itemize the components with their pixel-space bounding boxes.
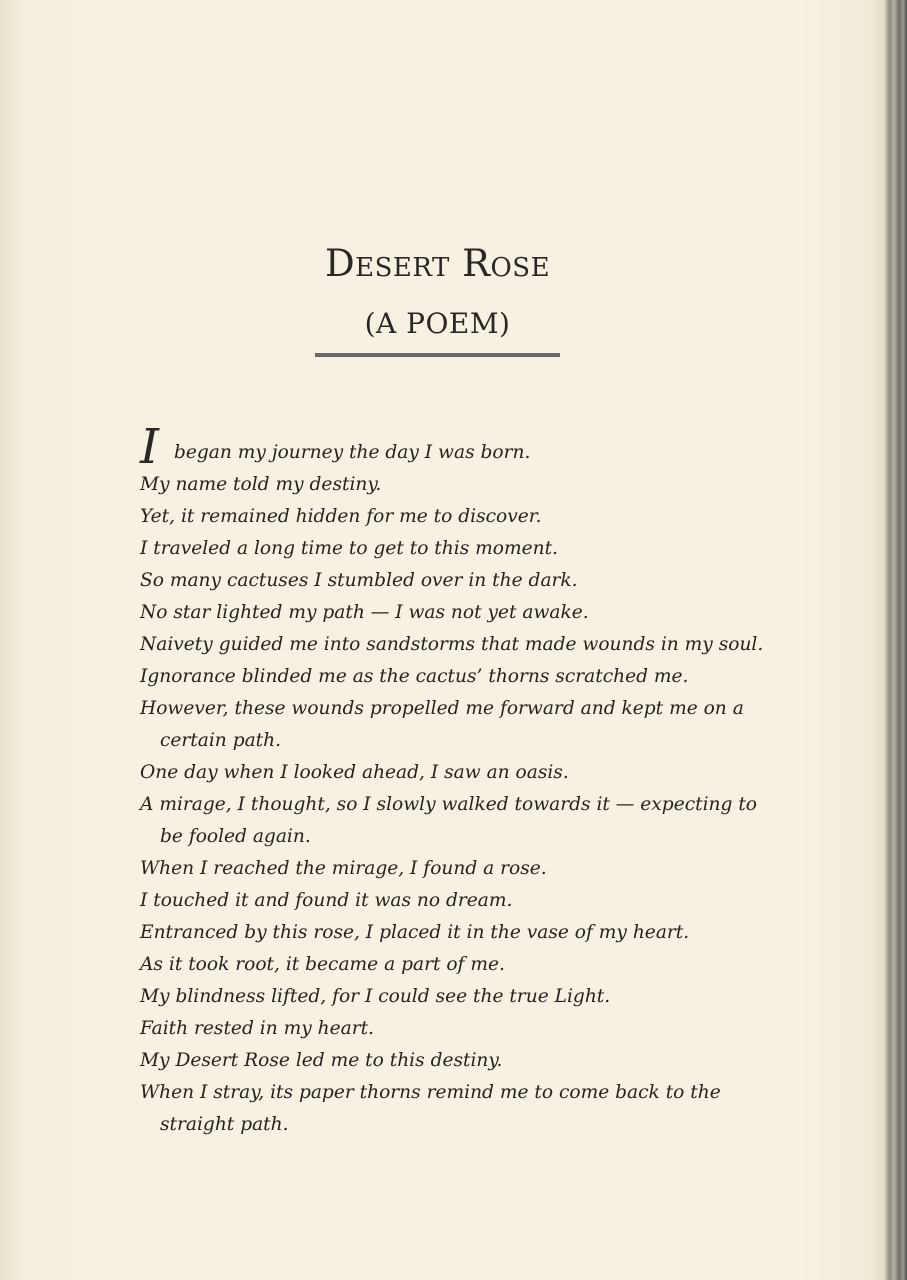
poem-line: Faith rested in my heart. xyxy=(140,1018,374,1039)
poem-line: be fooled again. xyxy=(160,826,311,847)
poem-line: As it took root, it became a part of me. xyxy=(140,954,505,975)
poem-line: I touched it and found it was no dream. xyxy=(140,890,513,911)
poem-line: My name told my destiny. xyxy=(140,474,382,495)
drop-cap: I xyxy=(140,419,159,475)
poem-line: straight path. xyxy=(160,1114,289,1135)
book-page-edge xyxy=(885,0,907,1280)
poem-line: Naivety guided me into sandstorms that made wounds in my soul. xyxy=(140,634,764,655)
poem-line: My Desert Rose led me to this destiny. xyxy=(140,1050,503,1071)
poem-line: No star lighted my path — I was not yet awake. xyxy=(140,602,589,623)
title-block xyxy=(300,238,575,348)
poem-line: When I stray, its paper thorns remind me to come back to the xyxy=(140,1082,721,1103)
poem-line: My blindness lifted, for I could see the true Light. xyxy=(140,986,611,1007)
poem-line: One day when I looked ahead, I saw an oasis. xyxy=(140,762,569,783)
poem-line: I traveled a long time to get to this moment. xyxy=(140,538,558,559)
poem-line: Yet, it remained hidden for me to discover. xyxy=(140,506,542,527)
poem-line: Entranced by this rose, I placed it in the vase of my heart. xyxy=(140,922,690,943)
poem-line: certain path. xyxy=(160,730,282,751)
title-divider xyxy=(315,353,560,357)
poem-subtitle: (A POEM) xyxy=(364,307,511,340)
poem-line: Ignorance blinded me as the cactus’ thorns scratched me. xyxy=(140,666,689,687)
poem-line: A mirage, I thought, so I slowly walked towards it — expecting to xyxy=(140,794,757,815)
poem-line: began my journey the day I was born. xyxy=(174,442,531,463)
poem-line: However, these wounds propelled me forward and kept me on a xyxy=(140,698,744,719)
poem-title: Desert Rose xyxy=(324,242,551,285)
poem-line: So many cactuses I stumbled over in the dark. xyxy=(140,570,578,591)
poem-line: When I reached the mirage, I found a rose. xyxy=(140,858,547,879)
